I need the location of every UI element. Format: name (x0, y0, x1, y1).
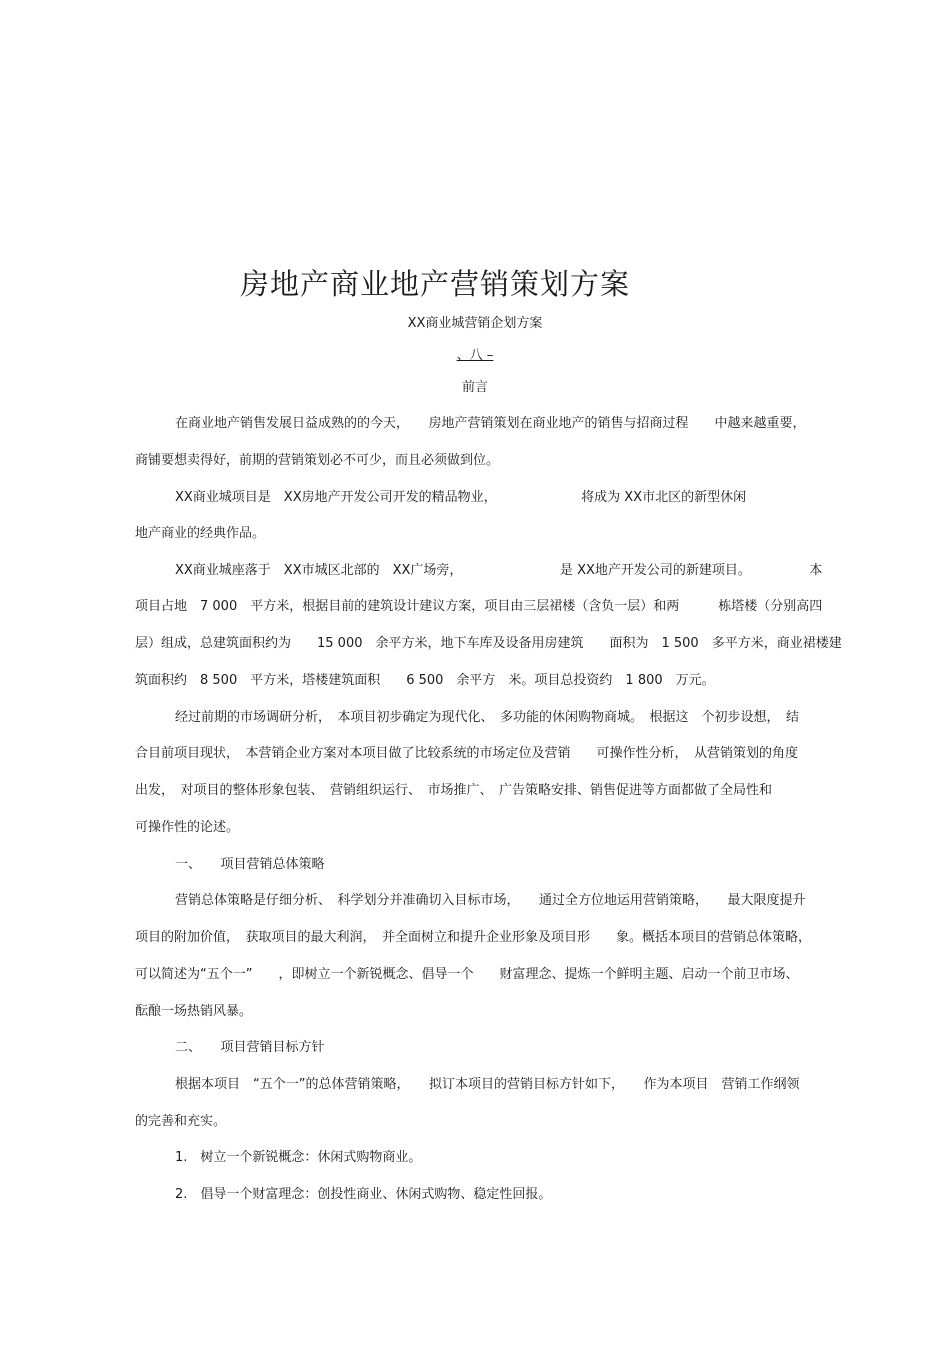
document-subtitle: XX商业城营销企划方案 (407, 316, 543, 331)
text-line: 根据本项目 “五个一”的总体营销策略， 拟订本项目的营销目标方针如下， 作为本项目 营销工作纲领 (175, 1077, 800, 1092)
list-item: 2. 倡导一个财富理念：创投性商业、休闲式购物、稳定性回报。 (175, 1187, 552, 1202)
text-line: 在商业地产销售发展日益成熟的的今天， 房地产营销策划在商业地产的销售与招商过程 中越来越重要， (175, 416, 806, 431)
text-line: 合目前项目现状， 本营销企业方案对本项目做了比较系统的市场定位及营销 可操作性分析， 从营销策划的角度 (135, 746, 799, 761)
text-line: 筑面积约 8 500 平方米，塔楼建筑面积 6 500 余平方 米。项目总投资约 1 800 万元。 (135, 673, 715, 688)
text-line: 项目的附加价值， 获取项目的最大利润， 并全面树立和提升企业形象及项目形 象。概括本项目的营销总体策略， (135, 930, 812, 945)
text-line: 层）组成，总建筑面积约为 15 000 余平方米，地下车库及设备用房建筑 面积为 1 500 多平方米，商业裙楼建 (135, 636, 842, 651)
text-line: 经过前期的市场调研分析， 本项目初步确定为现代化、 多功能的休闲购物商城。 根据这 个初步设想， 结 (175, 710, 800, 725)
text-line: 营销总体策略是仔细分析、 科学划分并准确切入目标市场， 通过全方位地运用营销策略， 最大限度提升 (175, 893, 806, 908)
divider-text: 、八 – (456, 348, 494, 363)
text-line: 可操作性的论述。 (135, 820, 240, 835)
text-line: 可以简述为“五个一” ，即树立一个新锐概念、倡导一个 财富理念、提炼一个鲜明主题、启动一个前卫市场、 (135, 967, 799, 982)
text-line: 的完善和充实。 (135, 1114, 227, 1129)
section-heading: 二、 项目营销目标方针 (175, 1040, 325, 1055)
text-line: 商铺要想卖得好，前期的营销策划必不可少，而且必须做到位。 (135, 453, 500, 468)
section-divider-mark (0, 346, 950, 366)
preface-heading: 前言 (461, 380, 488, 395)
section-heading: 一、 项目营销总体策略 (175, 857, 325, 872)
list-item: 1. 树立一个新锐概念：休闲式购物商业。 (175, 1150, 422, 1165)
text-line: XX商业城座落于 XX市城区北部的 XX广场旁， 是 XX地产开发公司的新建项目。 本 (175, 563, 823, 578)
text-line: XX商业城项目是 XX房地产开发公司开发的精品物业， 将成为 XX市北区的新型休闲 (175, 490, 747, 505)
text-line: 项目占地 7 000 平方米，根据目前的建筑设计建议方案，项目由三层裙楼（含负一层）和两 栋塔楼（分别高四 (135, 599, 823, 614)
text-line: 地产商业的经典作品。 (135, 526, 266, 541)
document-title: 房地产商业地产营销策划方案 (239, 267, 630, 301)
text-line: 出发， 对项目的整体形象包装、 营销组织运行、 市场推广、 广告策略安排、销售促进等方面都做了全局性和 (135, 783, 773, 798)
text-line: 酝酿一场热销风暴。 (135, 1004, 253, 1019)
